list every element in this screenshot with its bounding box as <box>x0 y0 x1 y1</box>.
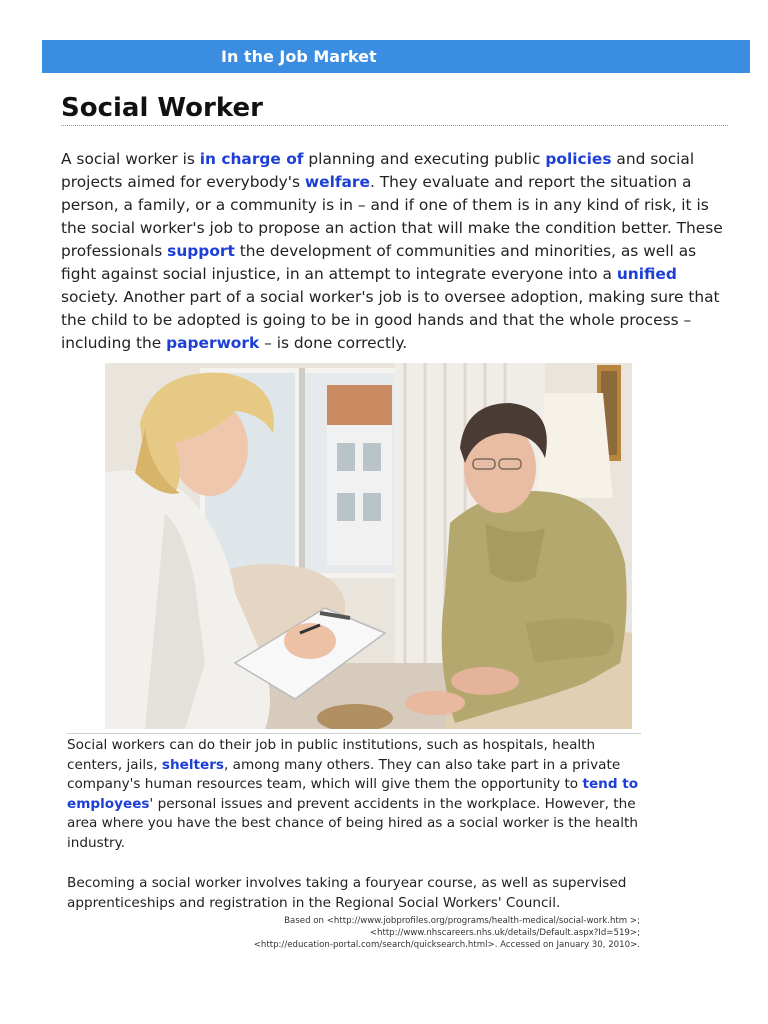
highlighted-term: policies <box>545 150 612 168</box>
caption-divider <box>67 733 641 734</box>
source-citation <box>200 915 640 951</box>
highlighted-term: tend to employees <box>67 776 639 812</box>
highlighted-term: support <box>167 242 235 260</box>
highlighted-term: shelters <box>161 756 225 773</box>
text-segment: and social projects aimed for everybody's <box>61 150 695 191</box>
text-segment: – is done correctly. <box>259 334 408 352</box>
text-segment: . They evaluate and report the situation a person, a family, or a community is in – and if one of them is in any kind of risk, it is the social worker's job to propose an action that will make the condition better. These professionals <box>61 173 723 260</box>
text-segment: ' personal issues and prevent accidents in the workplace. However, the area where you have the best chance of being hired as a social worker is the health industry. <box>67 795 638 851</box>
source-line: Based on <http://www.jobprofiles.org/programs/health-medical/social-work.htm >; <box>284 916 640 926</box>
body-paragraph <box>67 736 647 854</box>
text-segment: , among many others. They can also take part in a private company's human resources team, which will give them the opportunity to <box>67 756 621 793</box>
highlighted-term: paperwork <box>166 334 260 352</box>
page-title: Social Worker <box>61 93 263 123</box>
highlighted-term: welfare <box>304 173 370 191</box>
highlighted-term: unified <box>616 265 677 283</box>
highlighted-term: in charge of <box>199 150 304 168</box>
title-divider <box>61 125 728 126</box>
source-line: <http://education-portal.com/search/quicksearch.html>. Accessed on January 30, 2010>. <box>253 940 640 950</box>
closing-paragraph: Becoming a social worker involves taking a fouryear course, as well as supervised apprenticeships and registration in the Regional Social Workers' Council. <box>67 875 627 911</box>
text-segment: Social workers can do their job in public institutions, such as hospitals, health centers, jails, <box>67 737 596 773</box>
source-line: <http://www.nhscareers.nhs.uk/details/Default.aspx?Id=519>; <box>369 928 640 938</box>
section-banner <box>42 40 750 73</box>
banner-title: In the Job Market <box>221 47 377 66</box>
text-segment: society. Another part of a social worker's job is to oversee adoption, making sure that the child to be adopted is going to be in good hands and that the whole process – including the <box>61 288 720 352</box>
social-worker-photo <box>105 363 632 729</box>
text-segment: A social worker is <box>61 150 200 168</box>
text-segment: planning and executing public <box>303 150 546 168</box>
text-segment: the development of communities and minorities, as well as fight against social injustice, in an attempt to integrate everyone into a <box>61 242 697 283</box>
intro-paragraph <box>61 148 733 355</box>
